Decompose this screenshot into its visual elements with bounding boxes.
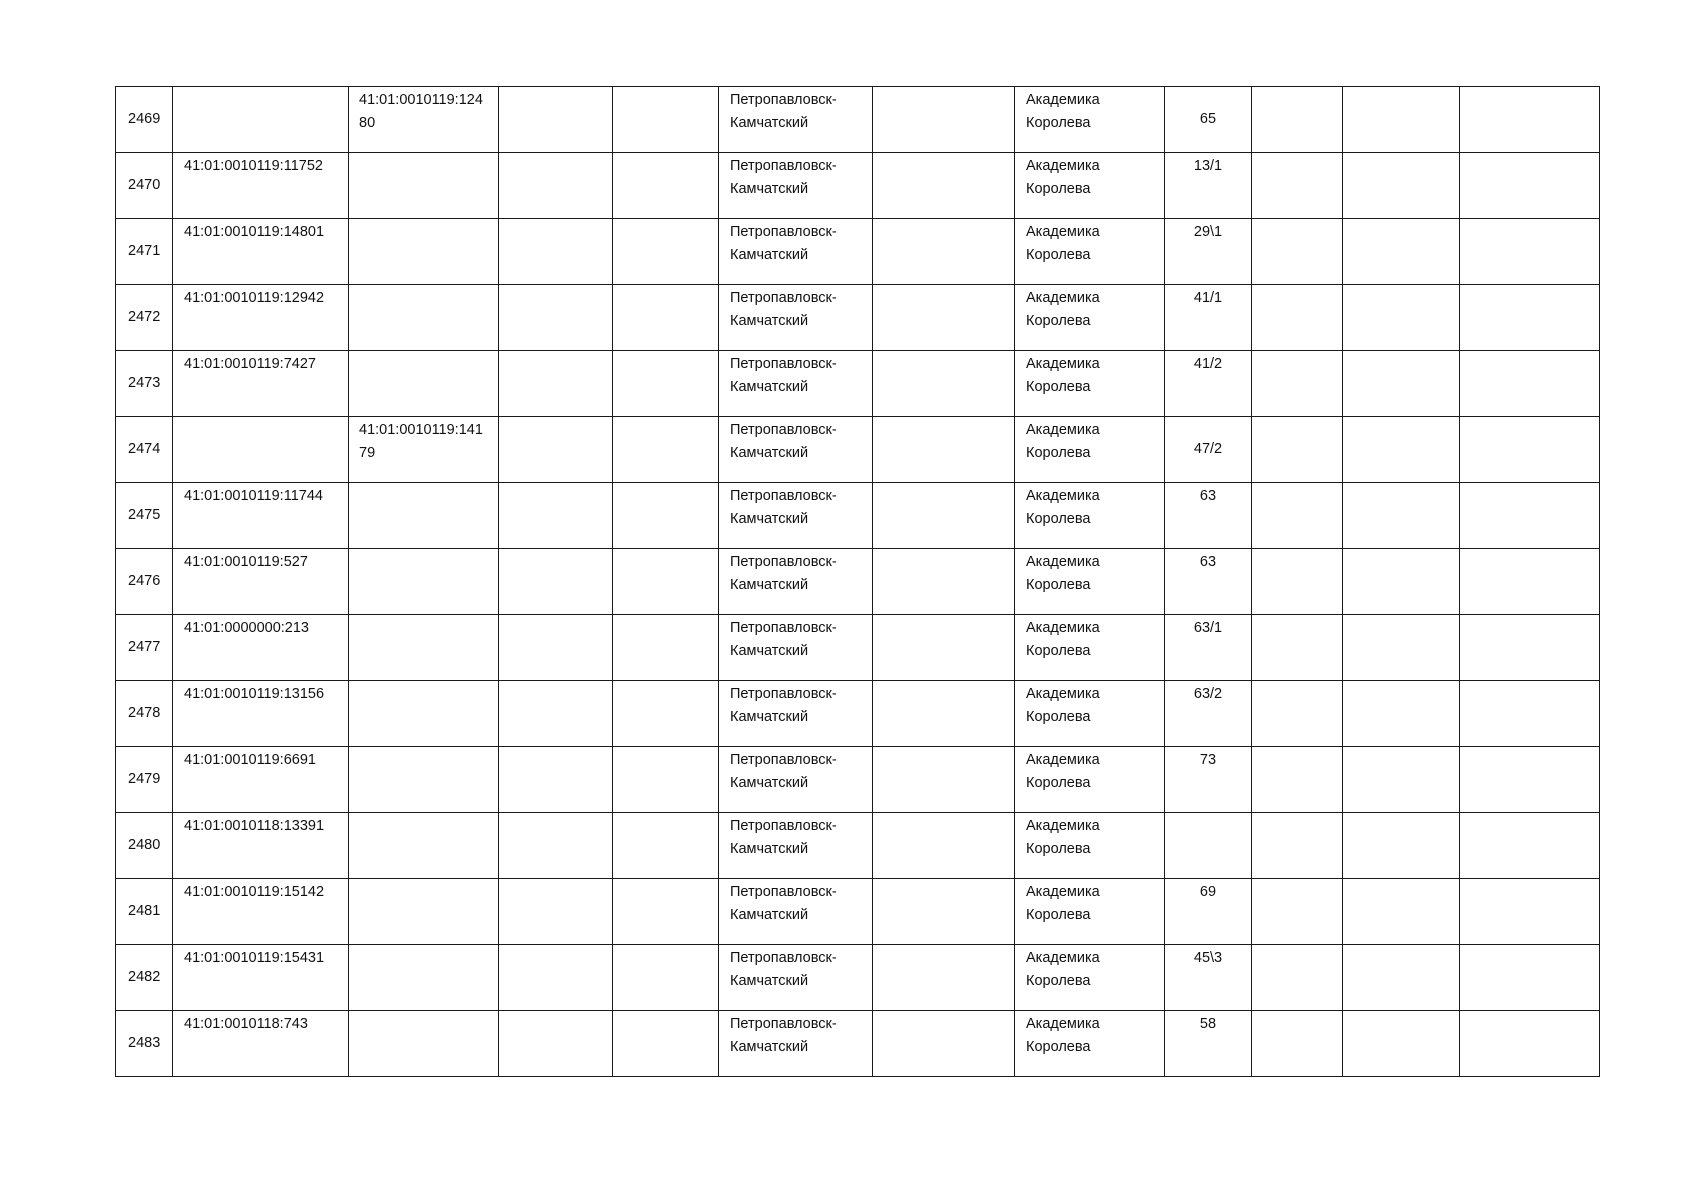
table-row bbox=[116, 87, 1600, 153]
empty-cell bbox=[873, 153, 1015, 219]
house-number-cell: 41/2 bbox=[1165, 351, 1252, 417]
empty-cell bbox=[873, 351, 1015, 417]
house-number-cell: 63 bbox=[1165, 549, 1252, 615]
row-number-cell: 2477 bbox=[116, 615, 173, 681]
house-number-cell: 41/1 bbox=[1165, 285, 1252, 351]
table-row bbox=[116, 879, 1600, 945]
house-number-cell: 29\1 bbox=[1165, 219, 1252, 285]
house-number-cell: 65 bbox=[1165, 87, 1252, 153]
building-cadastral-number-cell: 41:01:0010119:14179 bbox=[349, 417, 499, 483]
street-cell: Академика Королева bbox=[1015, 483, 1165, 549]
empty-cell bbox=[1252, 153, 1343, 219]
row-number-cell: 2482 bbox=[116, 945, 173, 1011]
building-cadastral-number-cell bbox=[349, 813, 499, 879]
row-number-cell: 2476 bbox=[116, 549, 173, 615]
empty-cell bbox=[1252, 351, 1343, 417]
empty-cell bbox=[1460, 945, 1600, 1011]
empty-cell bbox=[1252, 87, 1343, 153]
row-number-cell: 2475 bbox=[116, 483, 173, 549]
building-cadastral-number-cell bbox=[349, 153, 499, 219]
empty-cell bbox=[613, 879, 719, 945]
table-row bbox=[116, 153, 1600, 219]
empty-cell bbox=[1343, 219, 1460, 285]
building-cadastral-number-cell bbox=[349, 615, 499, 681]
house-number-cell: 13/1 bbox=[1165, 153, 1252, 219]
empty-cell bbox=[1460, 285, 1600, 351]
empty-cell bbox=[1252, 483, 1343, 549]
street-cell: Академика Королева bbox=[1015, 285, 1165, 351]
empty-cell bbox=[1252, 219, 1343, 285]
city-cell: Петропавловск-Камчатский bbox=[719, 945, 873, 1011]
table-body bbox=[116, 87, 1600, 1077]
cadastral-number-cell: 41:01:0010119:15431 bbox=[173, 945, 349, 1011]
empty-cell bbox=[1460, 351, 1600, 417]
empty-cell bbox=[1343, 945, 1460, 1011]
empty-cell bbox=[873, 681, 1015, 747]
city-cell: Петропавловск-Камчатский bbox=[719, 417, 873, 483]
row-number-cell: 2471 bbox=[116, 219, 173, 285]
empty-cell bbox=[1460, 879, 1600, 945]
empty-cell bbox=[499, 285, 613, 351]
empty-cell bbox=[499, 615, 613, 681]
empty-cell bbox=[873, 285, 1015, 351]
building-cadastral-number-cell bbox=[349, 1011, 499, 1077]
empty-cell bbox=[1460, 417, 1600, 483]
cadastral-number-cell: 41:01:0010119:7427 bbox=[173, 351, 349, 417]
table-row bbox=[116, 351, 1600, 417]
empty-cell bbox=[1460, 549, 1600, 615]
house-number-cell: 63/1 bbox=[1165, 615, 1252, 681]
empty-cell bbox=[1460, 615, 1600, 681]
city-cell: Петропавловск-Камчатский bbox=[719, 681, 873, 747]
cadastral-number-cell: 41:01:0000000:213 bbox=[173, 615, 349, 681]
street-cell: Академика Королева bbox=[1015, 813, 1165, 879]
building-cadastral-number-cell bbox=[349, 681, 499, 747]
empty-cell bbox=[1460, 747, 1600, 813]
row-number-cell: 2481 bbox=[116, 879, 173, 945]
row-number-cell: 2483 bbox=[116, 1011, 173, 1077]
city-cell: Петропавловск-Камчатский bbox=[719, 615, 873, 681]
empty-cell bbox=[873, 1011, 1015, 1077]
house-number-cell: 45\3 bbox=[1165, 945, 1252, 1011]
empty-cell bbox=[613, 615, 719, 681]
street-cell: Академика Королева bbox=[1015, 351, 1165, 417]
empty-cell bbox=[499, 549, 613, 615]
empty-cell bbox=[613, 417, 719, 483]
cadastral-number-cell bbox=[173, 417, 349, 483]
row-number-cell: 2479 bbox=[116, 747, 173, 813]
building-cadastral-number-cell bbox=[349, 549, 499, 615]
empty-cell bbox=[1252, 285, 1343, 351]
empty-cell bbox=[1252, 615, 1343, 681]
table-row bbox=[116, 285, 1600, 351]
empty-cell bbox=[873, 747, 1015, 813]
table-row bbox=[116, 549, 1600, 615]
empty-cell bbox=[1343, 879, 1460, 945]
empty-cell bbox=[499, 681, 613, 747]
row-number-cell: 2478 bbox=[116, 681, 173, 747]
row-number-cell: 2473 bbox=[116, 351, 173, 417]
table-row bbox=[116, 945, 1600, 1011]
house-number-cell: 63 bbox=[1165, 483, 1252, 549]
cadastral-number-cell: 41:01:0010119:11752 bbox=[173, 153, 349, 219]
empty-cell bbox=[1343, 681, 1460, 747]
table-row bbox=[116, 615, 1600, 681]
empty-cell bbox=[499, 483, 613, 549]
building-cadastral-number-cell bbox=[349, 285, 499, 351]
empty-cell bbox=[873, 945, 1015, 1011]
cadastral-number-cell: 41:01:0010119:6691 bbox=[173, 747, 349, 813]
city-cell: Петропавловск-Камчатский bbox=[719, 747, 873, 813]
table-row bbox=[116, 417, 1600, 483]
row-number-cell: 2470 bbox=[116, 153, 173, 219]
empty-cell bbox=[613, 1011, 719, 1077]
empty-cell bbox=[873, 219, 1015, 285]
empty-cell bbox=[1252, 681, 1343, 747]
city-cell: Петропавловск-Камчатский bbox=[719, 549, 873, 615]
street-cell: Академика Королева bbox=[1015, 549, 1165, 615]
street-cell: Академика Королева bbox=[1015, 417, 1165, 483]
street-cell: Академика Королева bbox=[1015, 879, 1165, 945]
building-cadastral-number-cell: 41:01:0010119:12480 bbox=[349, 87, 499, 153]
empty-cell bbox=[1343, 153, 1460, 219]
empty-cell bbox=[873, 483, 1015, 549]
house-number-cell: 73 bbox=[1165, 747, 1252, 813]
street-cell: Академика Королева bbox=[1015, 219, 1165, 285]
empty-cell bbox=[1252, 879, 1343, 945]
house-number-cell: 63/2 bbox=[1165, 681, 1252, 747]
empty-cell bbox=[1343, 483, 1460, 549]
empty-cell bbox=[1252, 549, 1343, 615]
empty-cell bbox=[613, 351, 719, 417]
city-cell: Петропавловск-Камчатский bbox=[719, 351, 873, 417]
empty-cell bbox=[613, 747, 719, 813]
address-registry-table bbox=[115, 86, 1600, 1077]
house-number-cell bbox=[1165, 813, 1252, 879]
city-cell: Петропавловск-Камчатский bbox=[719, 285, 873, 351]
table-row bbox=[116, 219, 1600, 285]
empty-cell bbox=[499, 417, 613, 483]
cadastral-number-cell: 41:01:0010119:13156 bbox=[173, 681, 349, 747]
city-cell: Петропавловск-Камчатский bbox=[719, 483, 873, 549]
empty-cell bbox=[1343, 285, 1460, 351]
cadastral-number-cell: 41:01:0010119:12942 bbox=[173, 285, 349, 351]
empty-cell bbox=[1343, 351, 1460, 417]
cadastral-number-cell: 41:01:0010119:14801 bbox=[173, 219, 349, 285]
city-cell: Петропавловск-Камчатский bbox=[719, 1011, 873, 1077]
table-row bbox=[116, 813, 1600, 879]
empty-cell bbox=[1343, 417, 1460, 483]
city-cell: Петропавловск-Камчатский bbox=[719, 813, 873, 879]
cadastral-number-cell: 41:01:0010119:15142 bbox=[173, 879, 349, 945]
row-number-cell: 2474 bbox=[116, 417, 173, 483]
empty-cell bbox=[613, 549, 719, 615]
table-row bbox=[116, 483, 1600, 549]
building-cadastral-number-cell bbox=[349, 747, 499, 813]
empty-cell bbox=[1460, 813, 1600, 879]
empty-cell bbox=[873, 549, 1015, 615]
empty-cell bbox=[1343, 615, 1460, 681]
empty-cell bbox=[873, 615, 1015, 681]
table-row bbox=[116, 747, 1600, 813]
empty-cell bbox=[873, 417, 1015, 483]
table-row bbox=[116, 1011, 1600, 1077]
building-cadastral-number-cell bbox=[349, 879, 499, 945]
empty-cell bbox=[873, 87, 1015, 153]
cadastral-number-cell bbox=[173, 87, 349, 153]
cadastral-number-cell: 41:01:0010119:527 bbox=[173, 549, 349, 615]
street-cell: Академика Королева bbox=[1015, 87, 1165, 153]
empty-cell bbox=[613, 87, 719, 153]
empty-cell bbox=[1343, 813, 1460, 879]
building-cadastral-number-cell bbox=[349, 483, 499, 549]
empty-cell bbox=[613, 219, 719, 285]
empty-cell bbox=[613, 285, 719, 351]
empty-cell bbox=[1252, 1011, 1343, 1077]
building-cadastral-number-cell bbox=[349, 219, 499, 285]
empty-cell bbox=[1460, 87, 1600, 153]
cadastral-number-cell: 41:01:0010119:11744 bbox=[173, 483, 349, 549]
row-number-cell: 2469 bbox=[116, 87, 173, 153]
house-number-cell: 69 bbox=[1165, 879, 1252, 945]
empty-cell bbox=[1252, 747, 1343, 813]
empty-cell bbox=[1252, 945, 1343, 1011]
empty-cell bbox=[613, 153, 719, 219]
house-number-cell: 47/2 bbox=[1165, 417, 1252, 483]
empty-cell bbox=[499, 87, 613, 153]
empty-cell bbox=[613, 483, 719, 549]
street-cell: Академика Королева bbox=[1015, 615, 1165, 681]
empty-cell bbox=[1460, 483, 1600, 549]
house-number-cell: 58 bbox=[1165, 1011, 1252, 1077]
street-cell: Академика Королева bbox=[1015, 153, 1165, 219]
empty-cell bbox=[499, 351, 613, 417]
empty-cell bbox=[873, 813, 1015, 879]
empty-cell bbox=[499, 1011, 613, 1077]
empty-cell bbox=[499, 153, 613, 219]
empty-cell bbox=[1460, 153, 1600, 219]
cadastral-number-cell: 41:01:0010118:13391 bbox=[173, 813, 349, 879]
empty-cell bbox=[1343, 1011, 1460, 1077]
city-cell: Петропавловск-Камчатский bbox=[719, 87, 873, 153]
city-cell: Петропавловск-Камчатский bbox=[719, 153, 873, 219]
row-number-cell: 2472 bbox=[116, 285, 173, 351]
building-cadastral-number-cell bbox=[349, 945, 499, 1011]
empty-cell bbox=[613, 813, 719, 879]
empty-cell bbox=[1460, 681, 1600, 747]
street-cell: Академика Королева bbox=[1015, 1011, 1165, 1077]
street-cell: Академика Королева bbox=[1015, 747, 1165, 813]
empty-cell bbox=[1252, 813, 1343, 879]
empty-cell bbox=[613, 945, 719, 1011]
empty-cell bbox=[613, 681, 719, 747]
street-cell: Академика Королева bbox=[1015, 681, 1165, 747]
empty-cell bbox=[499, 747, 613, 813]
empty-cell bbox=[499, 879, 613, 945]
table-row bbox=[116, 681, 1600, 747]
row-number-cell: 2480 bbox=[116, 813, 173, 879]
empty-cell bbox=[1252, 417, 1343, 483]
cadastral-number-cell: 41:01:0010118:743 bbox=[173, 1011, 349, 1077]
street-cell: Академика Королева bbox=[1015, 945, 1165, 1011]
empty-cell bbox=[1343, 747, 1460, 813]
empty-cell bbox=[499, 219, 613, 285]
empty-cell bbox=[1343, 87, 1460, 153]
empty-cell bbox=[499, 945, 613, 1011]
empty-cell bbox=[1343, 549, 1460, 615]
empty-cell bbox=[873, 879, 1015, 945]
empty-cell bbox=[499, 813, 613, 879]
city-cell: Петропавловск-Камчатский bbox=[719, 219, 873, 285]
city-cell: Петропавловск-Камчатский bbox=[719, 879, 873, 945]
empty-cell bbox=[1460, 1011, 1600, 1077]
building-cadastral-number-cell bbox=[349, 351, 499, 417]
empty-cell bbox=[1460, 219, 1600, 285]
